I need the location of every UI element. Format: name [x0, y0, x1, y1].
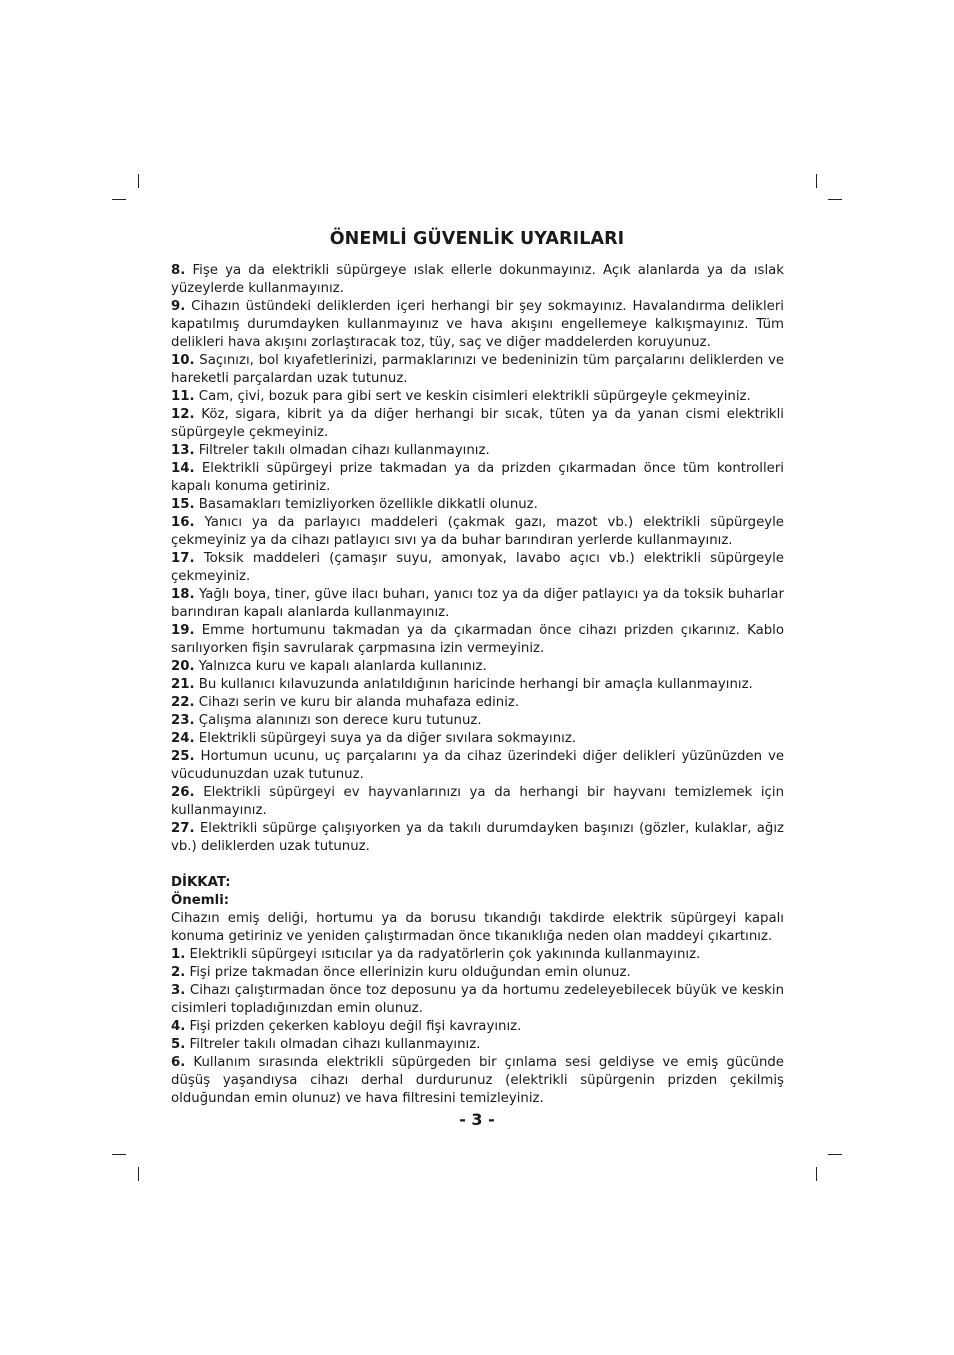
item-text: Toksik maddeleri (çamaşır suyu, amonyak, lavabo açıcı vb.) elektrikli süpürgeyle çekmeyiniz.: [171, 551, 784, 584]
warning-item: [171, 694, 784, 712]
item-text: Basamakları temizliyorken özellikle dikkatli olunuz.: [198, 497, 538, 512]
item-number: 4.: [171, 1019, 186, 1034]
item-text: Cihazın üstündeki deliklerden içeri herhangi bir şey sokmayınız. Havalandırma delikleri kapatılmış durumdayken kullanmayınız ve hava akışını engellemeye kalkışmayınız. Tüm delikleri hava akışını zorlaştıracak toz, tüy, saç ve diğer maddelerden koruyunuz.: [171, 299, 784, 350]
item-text: Filtreler takılı olmadan cihazı kullanmayınız.: [198, 443, 490, 458]
warning-item: [171, 298, 784, 352]
caution-intro: Cihazın emiş deliği, hortumu ya da borusu tıkandığı takdirde elektrik süpürgeyi kapalı konuma getiriniz ve yeniden çalıştırmadan önce tıkanıklığa neden olan maddeyi çıkartınız.: [171, 911, 784, 944]
section-spacer: [171, 856, 784, 874]
caution-heading: DİKKAT:: [171, 875, 231, 890]
item-number: 8.: [171, 263, 186, 278]
warning-item: [171, 658, 784, 676]
item-number: 21.: [171, 677, 195, 692]
item-text: Fişi prize takmadan önce ellerinizin kuru olduğundan emin olunuz.: [189, 965, 631, 980]
page-title: ÖNEMLİ GÜVENLİK UYARILARI: [329, 229, 625, 249]
page-number: - 3 -: [459, 1110, 495, 1129]
crop-mark: [138, 174, 139, 188]
caution-item: [171, 1036, 784, 1054]
item-text: Köz, sigara, kibrit ya da diğer herhangi bir sıcak, tüten ya da yanan cismi elektrikli süpürgeyle çekmeyiniz.: [171, 407, 784, 440]
item-number: 26.: [171, 785, 195, 800]
item-text: Cihazı çalıştırmadan önce toz deposunu ya da hortumu zedeleyebilecek büyük ve keskin cisimleri topladığınızdan emin olunuz.: [171, 983, 784, 1016]
warning-item: [171, 352, 784, 388]
item-text: Filtreler takılı olmadan cihazı kullanmayınız.: [189, 1037, 481, 1052]
item-number: 5.: [171, 1037, 186, 1052]
item-text: Yağlı boya, tiner, güve ilacı buharı, yanıcı toz ya da diğer patlayıcı ya da toksik buharlar barındıran kapalı alanlarda kullanmayınız.: [171, 587, 784, 620]
item-text: Cihazı serin ve kuru bir alanda muhafaza ediniz.: [198, 695, 520, 710]
item-text: Elektrikli süpürge çalışıyorken ya da takılı durumdayken başınızı (gözler, kulaklar, ağız vb.) deliklerden uzak tutunuz.: [171, 821, 784, 854]
crop-mark: [112, 1154, 126, 1155]
item-text: Çalışma alanınızı son derece kuru tutunuz.: [198, 713, 482, 728]
warnings-list: [171, 262, 784, 856]
item-number: 9.: [171, 299, 186, 314]
item-text: Yalnızca kuru ve kapalı alanlarda kullanınız.: [198, 659, 487, 674]
warning-item: [171, 712, 784, 730]
warning-item: [171, 388, 784, 406]
caution-item: [171, 1054, 784, 1108]
item-number: 27.: [171, 821, 195, 836]
warning-item: [171, 406, 784, 442]
crop-mark: [112, 199, 126, 200]
item-number: 25.: [171, 749, 195, 764]
item-number: 20.: [171, 659, 195, 674]
item-text: Fişe ya da elektrikli süpürgeye ıslak ellerle dokunmayınız. Açık alanlarda ya da ıslak yüzeylerde kullanmayınız.: [171, 263, 785, 296]
warning-item: [171, 550, 784, 586]
item-number: 13.: [171, 443, 195, 458]
warning-item: [171, 496, 784, 514]
warning-item: [171, 262, 784, 298]
item-number: 10.: [171, 353, 195, 368]
item-number: 22.: [171, 695, 195, 710]
item-number: 24.: [171, 731, 195, 746]
warning-item: [171, 442, 784, 460]
caution-subheading: Önemli:: [171, 893, 230, 908]
item-text: Cam, çivi, bozuk para gibi sert ve keskin cisimleri elektrikli süpürgeyle çekmeyiniz.: [198, 389, 751, 404]
warning-item: [171, 748, 784, 784]
crop-mark: [138, 1167, 139, 1181]
item-number: 6.: [171, 1055, 186, 1070]
item-text: Elektrikli süpürgeyi suya ya da diğer sıvılara sokmayınız.: [198, 731, 577, 746]
item-number: 17.: [171, 551, 195, 566]
crop-mark: [816, 1167, 817, 1181]
document-body: [171, 262, 784, 1108]
warning-item: [171, 622, 784, 658]
item-text: Yanıcı ya da parlayıcı maddeleri (çakmak gazı, mazot vb.) elektrikli süpürgeyle çekmeyiniz ya da cihazı patlayıcı sıvı ya da buhar barındıran yerlerde kullanmayınız.: [171, 515, 784, 548]
item-number: 18.: [171, 587, 195, 602]
item-text: Hortumun ucunu, uç parçalarını ya da cihaz üzerindeki diğer delikleri yüzünüzden ve vücudunuzdan uzak tutunuz.: [171, 749, 785, 782]
item-text: Bu kullanıcı kılavuzunda anlatıldığının haricinde herhangi bir amaçla kullanmayınız.: [198, 677, 753, 692]
item-text: Saçınızı, bol kıyafetlerinizi, parmaklarınızı ve bedeninizin tüm parçalarını deliklerden ve hareketli parçalardan uzak tutunuz.: [171, 353, 785, 386]
item-number: 11.: [171, 389, 195, 404]
item-number: 2.: [171, 965, 186, 980]
warning-item: [171, 730, 784, 748]
item-text: Fişi prizden çekerken kabloyu değil fişi kavrayınız.: [189, 1019, 522, 1034]
item-number: 12.: [171, 407, 195, 422]
item-number: 15.: [171, 497, 195, 512]
caution-item: [171, 982, 784, 1018]
warning-item: [171, 676, 784, 694]
caution-item: [171, 1018, 784, 1036]
warning-item: [171, 514, 784, 550]
caution-item: [171, 946, 784, 964]
item-number: 14.: [171, 461, 195, 476]
crop-mark: [828, 1154, 842, 1155]
item-text: Kullanım sırasında elektrikli süpürgeden bir çınlama sesi geldiyse ve emiş gücünde düşüş yaşandıysa cihazı derhal durdurunuz (elektrikli süpürgenin prizden çekilmiş olduğundan emin olunuz) ve hava filtresini temizleyiniz.: [171, 1055, 784, 1106]
caution-section: [171, 874, 784, 1108]
item-number: 3.: [171, 983, 186, 998]
warning-item: [171, 784, 784, 820]
caution-item: [171, 964, 784, 982]
warning-item: [171, 820, 784, 856]
item-text: Emme hortumunu takmadan ya da çıkarmadan önce cihazı prizden çıkarınız. Kablo sarılıyorken fişin savrularak çarpmasına izin vermeyiniz.: [171, 623, 784, 656]
item-text: Elektrikli süpürgeyi prize takmadan ya da prizden çıkarmadan önce tüm kontrolleri kapalı konuma getiriniz.: [171, 461, 784, 494]
item-number: 23.: [171, 713, 195, 728]
crop-mark: [828, 199, 842, 200]
warning-item: [171, 586, 784, 622]
warning-item: [171, 460, 784, 496]
item-number: 1.: [171, 947, 186, 962]
item-number: 16.: [171, 515, 195, 530]
item-number: 19.: [171, 623, 195, 638]
item-text: Elektrikli süpürgeyi ev hayvanlarınızı ya da herhangi bir hayvanı temizlemek için kullanmayınız.: [171, 785, 784, 818]
item-text: Elektrikli süpürgeyi ısıtıcılar ya da radyatörlerin çok yakınında kullanmayınız.: [189, 947, 701, 962]
crop-mark: [816, 174, 817, 188]
